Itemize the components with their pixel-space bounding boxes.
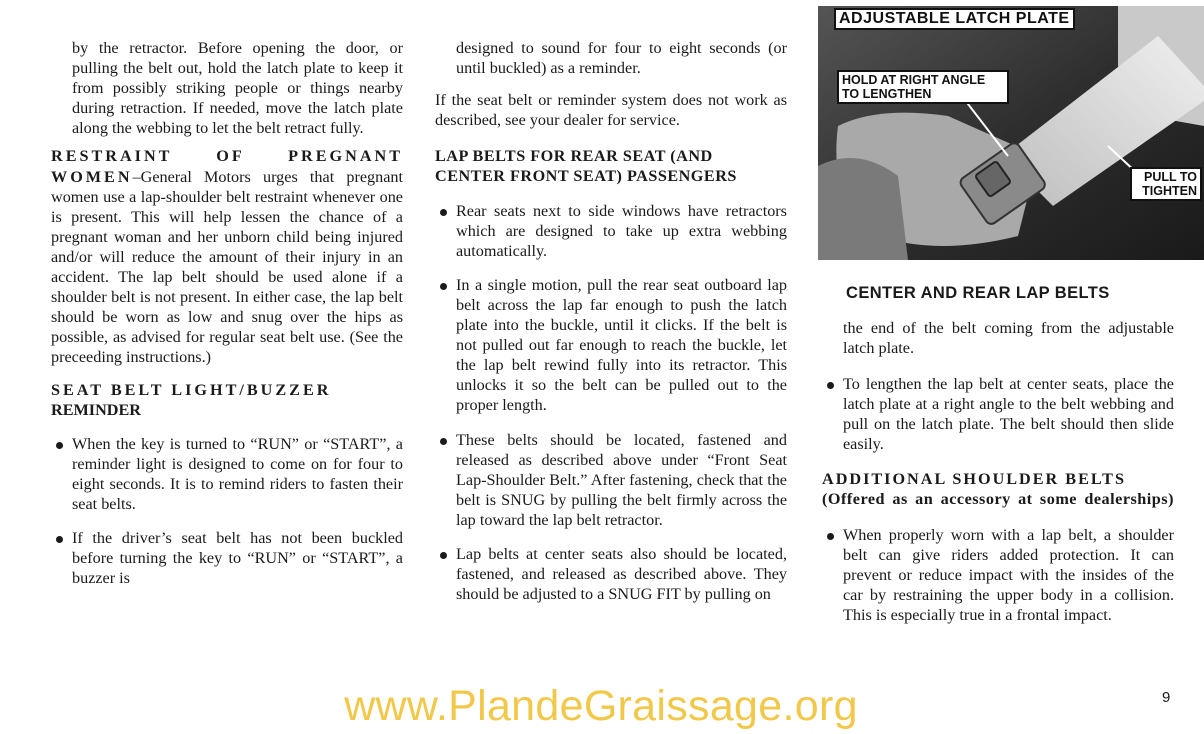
list-item: In a single motion, pull the rear seat outboard lap belt across the lap far enough to push the latch plate into the buckle, until it clicks. If the belt is not pulled out far enough to reach the buckle, let the lap belt rewind fully into its retractor. This unlocks it so the belt can be pulled out to the proper length. [435,275,787,416]
additional-belts-heading-line1: ADDITIONAL SHOULDER BELTS [822,469,1126,488]
service-paragraph: If the seat belt or reminder system does not work as described, see your dealer for service. [435,91,787,130]
list-item: When the key is turned to “RUN” or “START”, a reminder light is designed to come on for four to eight seconds. It is to remind riders to fasten their seat belts. [51,434,403,514]
reminder-heading-line2: REMINDER [51,400,141,419]
pregnant-women-text: –General Motors urges that pregnant women use a lap-shoulder belt restraint whenever one is present. This will help lessen the chance of a pregnant woman and her unborn child being injured and/or will reduce the amount of their injury in an accident. The lap belt should be used alone if a shoulder belt is not present. In either case, the lap belt should be worn as low and snug over the hips as possible, as advised for regular seat belt use. (See the preceeding instructions.) [51,167,403,367]
watermark: www.PlandeGraissage.org [344,682,858,730]
photo-caption: CENTER AND REAR LAP BELTS [846,284,1110,302]
additional-belts-heading [822,469,1174,509]
photo-illustration [818,6,1204,260]
list-item: These belts should be located, fastened and released as described above under “Front Seat Lap-Shoulder Belt.” After fastening, check that the belt is SNUG by pulling the belt firmly across the lap toward the lap belt retractor. [435,430,787,530]
reminder-heading [51,380,403,420]
column-left [51,38,403,588]
list-item: If the driver’s seat belt has not been buckled before turning the key to “RUN” or “START”, a buzzer is [51,528,403,588]
column-middle [435,38,787,604]
buzzer-paragraph: designed to sound for four to eight seconds (or until buckled) as a reminder. [456,39,787,78]
list-item: Rear seats next to side windows have retractors which are designed to take up extra webbing automatically. [435,201,787,261]
reminder-heading-line1: SEAT BELT LIGHT/BUZZER [51,380,332,399]
list-item: Lap belts at center seats also should be located, fastened, and released as described above. They should be adjusted to a SNUG FIT by pulling on [435,544,787,604]
list-item: When properly worn with a lap belt, a shoulder belt can give riders added protection. It can prevent or reduce impact with the insides of the car by restraining the upper body in a collision. This is especially true in a frontal impact. [822,525,1174,625]
pregnant-women-paragraph [51,146,403,367]
photo-title-label: ADJUSTABLE LATCH PLATE [834,8,1075,30]
column-right [822,318,1174,625]
lap-belts-heading: LAP BELTS FOR REAR SEAT (AND CENTER FRONT SEAT) PASSENGERS [435,147,737,186]
list-item: To lengthen the lap belt at center seats, place the latch plate at a right angle to the belt webbing and pull on the latch plate. The belt should then slide easily. [822,374,1174,454]
retractor-paragraph: by the retractor. Before opening the door, or pulling the belt out, hold the latch plate to keep it from possibly striking people or things nearby during retraction. If needed, move the latch plate along the webbing to let the belt retract fully. [72,39,403,138]
latch-plate-photo [818,6,1204,260]
hold-angle-label: HOLD AT RIGHT ANGLE TO LENGTHEN [837,70,1009,104]
additional-belts-heading-line2: (Offered as an accessory at some dealerships) [822,489,1174,508]
pull-tighten-label: PULL TO TIGHTEN [1130,167,1202,201]
latch-end-paragraph: the end of the belt coming from the adjustable latch plate. [843,319,1174,358]
pregnant-women-heading: RESTRAINT OF PREGNANT WOMEN [51,147,403,186]
page-number: 9 [1162,689,1171,706]
